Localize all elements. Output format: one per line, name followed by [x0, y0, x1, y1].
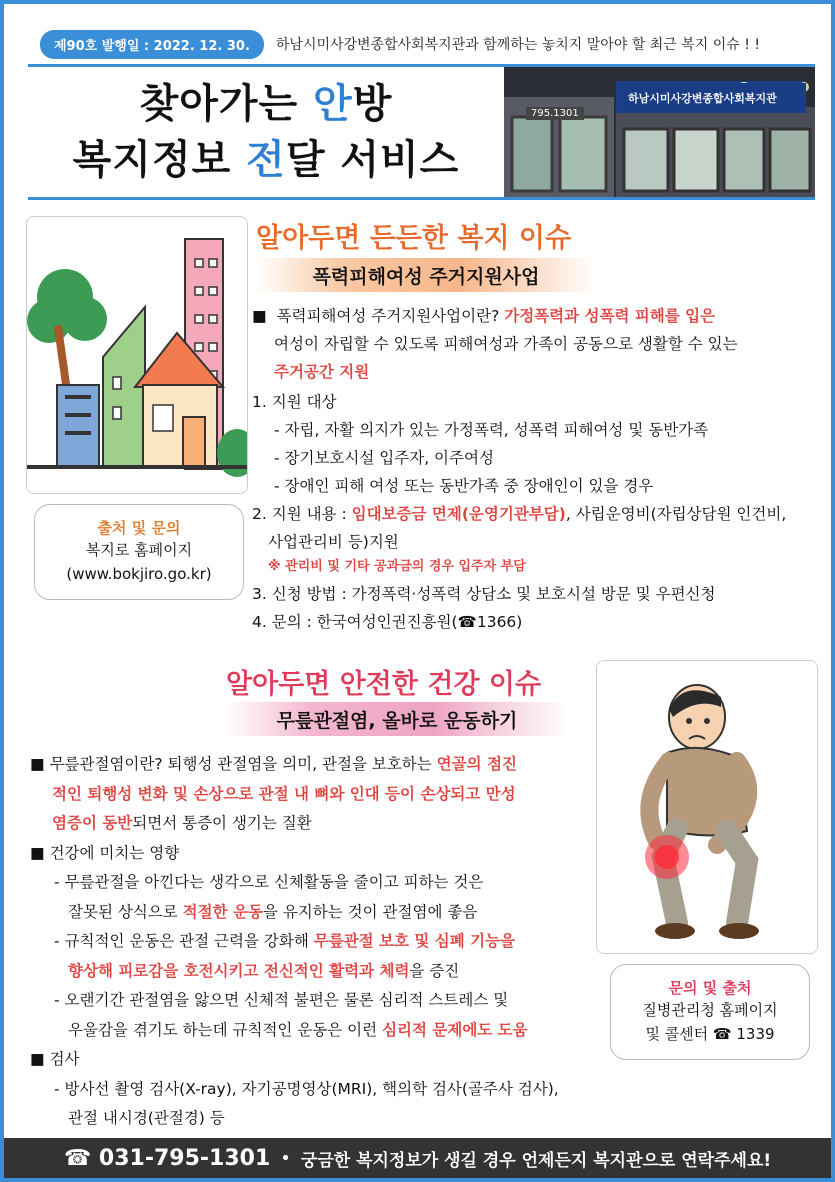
source-line-1: 복지로 홈페이지: [85, 541, 193, 559]
section1-subtitle: 폭력피해여성 주거지원사업: [256, 258, 596, 292]
source-box-welfare: [34, 504, 244, 600]
section2-title: 알아두면 안전한 건강 이슈: [226, 669, 542, 700]
footer-separator: •: [280, 1147, 291, 1169]
section2-subtitle: 무릎관절염, 올바로 운동하기: [226, 702, 568, 736]
photo-door-number: 795.1301: [526, 107, 584, 120]
source-box-health: [610, 964, 810, 1060]
section2-body: ■ 무릎관절염이란? 퇴행성 관절염을 의미, 관절을 보호하는 연골의 점진 적인 퇴행성 변화 및 손상으로 관절 내 뼈와 인대 등이 손상되고 만성 염증이 동반되면서 통증이 생기는 질환 ■ 건강에 미치는 영향 - 무릎관절을 아낀다는 생각으로 신체활동을 줄이고 피하는 것은 잘못된 상식으로 적절한 운동을 유지하는 것이 관절염에 좋음 - 규칙적인 운동은 관절 근력을 강화해 무릎관절 보호 및 심폐 기능을 향상해 피로감을 호전시키고 전신적인 활력과 체력을 증진 - 오랜기간 관절염을 앓으면 신체적 불편은 물론 심리적 스트레스 및 우울감을 겪기도 하는데 규칙적인 운동은 이런 심리적 문제에도 도움 ■ 검사 - 방사선 촬영 검사(X-ray), 자기공명영상(MRI), 핵의학 검사(골주사 검사), 관절 내시경(관절경) 등: [30, 755, 559, 1127]
source2-line-1: 질병관리청 홈페이지: [642, 1001, 778, 1019]
page-title: [28, 67, 504, 197]
title-line-2: 복지정보 전달 서비스: [72, 137, 460, 183]
issue-description: 하남시미사강변종합사회복지관과 함께하는 놓치지 말아야 할 최근 복지 이슈 ! !: [275, 37, 760, 53]
source2-label: 문의 및 출처: [668, 979, 752, 997]
title-line-1: 찾아가는 안방: [139, 81, 393, 127]
footer-contact-bar: [4, 1138, 831, 1178]
source2-line-2: 및 콜센터 ☎ 1339: [645, 1025, 775, 1043]
house-illustration: [26, 216, 248, 494]
footer-phone: ☎ 031-795-1301: [63, 1145, 271, 1171]
section1-title: 알아두면 든든한 복지 이슈: [256, 223, 572, 254]
header: [28, 64, 815, 200]
welfare-center-photo: [504, 67, 815, 197]
footer-message: 궁금한 복지정보가 생길 경우 언제든지 복지관으로 연락주세요!: [300, 1150, 772, 1171]
issue-bar: [40, 30, 760, 58]
source-label: 출처 및 문의: [97, 519, 181, 537]
section1-body: ■ 폭력피해여성 주거지원사업이란? 가정폭력과 성폭력 피해를 입은 여성이 자립할 수 있도록 피해여성과 가족이 공동으로 생활할 수 있는 주거공간 지원 1. 지원 대상 - 자립, 자활 의지가 있는 가정폭력, 성폭력 피해여성 및 동반가족 - 장기보호시설 입주자, 이주여성 - 장애인 피해 여성 또는 동반가족 중 장애인이 있을 경우 2. 지원 내용 : 임대보증금 면제(운영기관부담), 사립운영비(자립상담원 인건비, 사업관리비 등)지원 ※ 관리비 및 기타 공과금의 경우 입주자 부담 3. 신청 방법 : 가정폭력·성폭력 상담소 및 보호시설 방문 및 우편신청 4. 문의 : 한국여성인권진흥원(☎1366): [252, 307, 787, 631]
source-line-2: (www.bokjiro.go.kr): [66, 565, 212, 583]
knee-pain-icon: [597, 661, 817, 953]
house-icon: [27, 217, 247, 493]
knee-pain-illustration: [596, 660, 818, 954]
photo-sign-text: 하남시미사강변종합사회복지관: [618, 83, 806, 113]
issue-badge: 제90호 발행일 : 2022. 12. 30.: [40, 30, 264, 59]
